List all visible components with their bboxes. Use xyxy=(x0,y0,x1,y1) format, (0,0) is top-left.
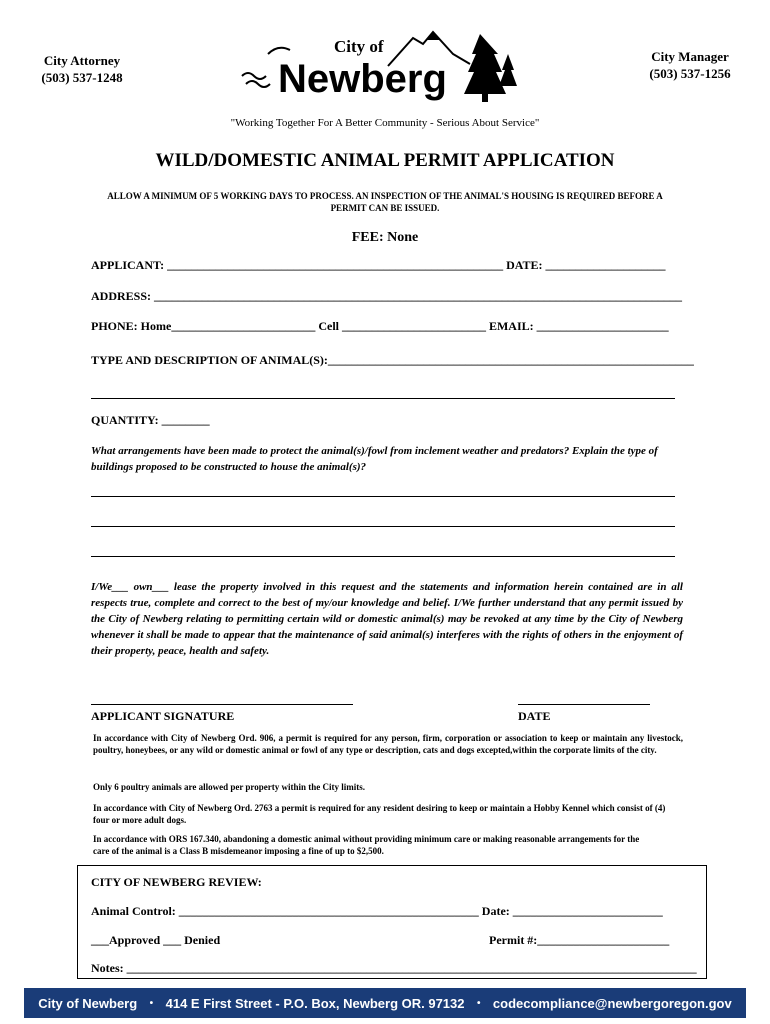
animal-type-field[interactable]: TYPE AND DESCRIPTION OF ANIMAL(S):_____________________________________________________________ xyxy=(91,353,694,367)
mountain-tree-icon xyxy=(238,24,518,106)
footer-address: 414 E First Street - P.O. Box, Newberg OR. 97132 xyxy=(165,995,465,1011)
footer-bar xyxy=(24,988,746,1018)
approved-denied-field[interactable]: ___Approved ___ Denied xyxy=(91,933,221,947)
animal-type-line-2[interactable] xyxy=(91,398,675,399)
signature-date-line[interactable] xyxy=(518,704,650,705)
newberg-logo xyxy=(238,24,518,106)
footer-email-link[interactable]: codecompliance@newbergoregon.gov xyxy=(492,995,732,1011)
bullet-icon: • xyxy=(476,997,481,1009)
fee-text: FEE: None xyxy=(351,230,419,245)
city-manager-phone: (503) 537-1256 xyxy=(649,66,731,81)
address-field[interactable]: ADDRESS: ________________________________________________________________________________________ xyxy=(91,289,683,303)
quantity-field[interactable]: QUANTITY: ________ xyxy=(91,413,210,427)
city-manager-block xyxy=(644,48,736,82)
answer-line-1[interactable] xyxy=(91,496,675,497)
phone-cell-email-field[interactable]: PHONE: Home________________________ Cell ________________________ EMAIL: ______________________ xyxy=(91,319,669,333)
permit-number-field[interactable]: Permit #:______________________ xyxy=(489,933,670,947)
bullet-icon: • xyxy=(149,997,154,1009)
footer-city: City of Newberg xyxy=(38,995,138,1011)
review-title: CITY OF NEWBERG REVIEW: xyxy=(91,875,262,889)
city-attorney-phone: (503) 537-1248 xyxy=(41,70,123,85)
answer-line-3[interactable] xyxy=(91,556,675,557)
tagline: "Working Together For A Better Community - Serious About Service" xyxy=(230,117,540,129)
city-attorney-title: City Attorney xyxy=(43,53,121,68)
ordinance-2763: In accordance with City of Newberg Ord. 2763 a permit is required for any resident desiring to keep or maintain a Hobby Kennel which consist of (4) four or more adult dogs. xyxy=(93,803,666,825)
animal-control-field[interactable]: Animal Control: __________________________________________________ Date: _________________________ xyxy=(91,904,663,918)
signature-line[interactable] xyxy=(91,704,353,705)
city-attorney-block xyxy=(38,52,126,86)
city-manager-title: City Manager xyxy=(651,49,729,64)
ors-167340: In accordance with ORS 167.340, abandoning a domestic animal without providing minimum care or making reasonable arrangements for the care of the animal is a Class B misdemeanor imposing a fine of up to $2,500. xyxy=(93,834,640,856)
poultry-limit: Only 6 poultry animals are allowed per property within the City limits. xyxy=(93,782,366,792)
housing-question: What arrangements have been made to protect the animal(s)/fowl from inclement weather and predators? Explain the type of buildings proposed to be constructed to house the animal(s)? xyxy=(91,445,658,473)
page-title: WILD/DOMESTIC ANIMAL PERMIT APPLICATION xyxy=(155,150,615,171)
signature-label: APPLICANT SIGNATURE xyxy=(91,709,235,723)
review-box xyxy=(77,865,707,979)
signature-date-label: DATE xyxy=(518,709,551,723)
logo-small-text: City of xyxy=(334,37,384,56)
declaration-text: I/We___ own___ lease the property involved in this request and the statements and information herein contained are in all respects true, complete and correct to the best of my/our knowledge and belief. I/We further understand that any permit issued by the City of Newberg relating to permitting certain wild or domestic animal(s) may be revoked at any time by the City of Newberg whenever it shall be made to appear that the maintenance of said animal(s) interferes with the rights of others in the enjoyment of their property, peace, health and safety. xyxy=(91,581,683,657)
notes-field[interactable]: Notes: _______________________________________________________________________________________________ xyxy=(91,961,697,975)
answer-line-2[interactable] xyxy=(91,526,675,527)
logo-big-text: Newberg xyxy=(278,57,447,101)
processing-notice: ALLOW A MINIMUM OF 5 WORKING DAYS TO PROCESS. AN INSPECTION OF THE ANIMAL'S HOUSING IS REQUIRED BEFORE A PERMIT CAN BE ISSUED. xyxy=(107,191,663,213)
ordinance-906: In accordance with City of Newberg Ord. 906, a permit is required for any person, firm, corporation or association to keep or maintain any livestock, poultry, honeybees, or any wild or domestic animal or fowl of any type or description, cats and dogs excepted,within the corporate limits of the city. xyxy=(93,733,683,755)
applicant-date-field[interactable]: APPLICANT: ________________________________________________________ DATE: ____________________ xyxy=(91,258,666,272)
